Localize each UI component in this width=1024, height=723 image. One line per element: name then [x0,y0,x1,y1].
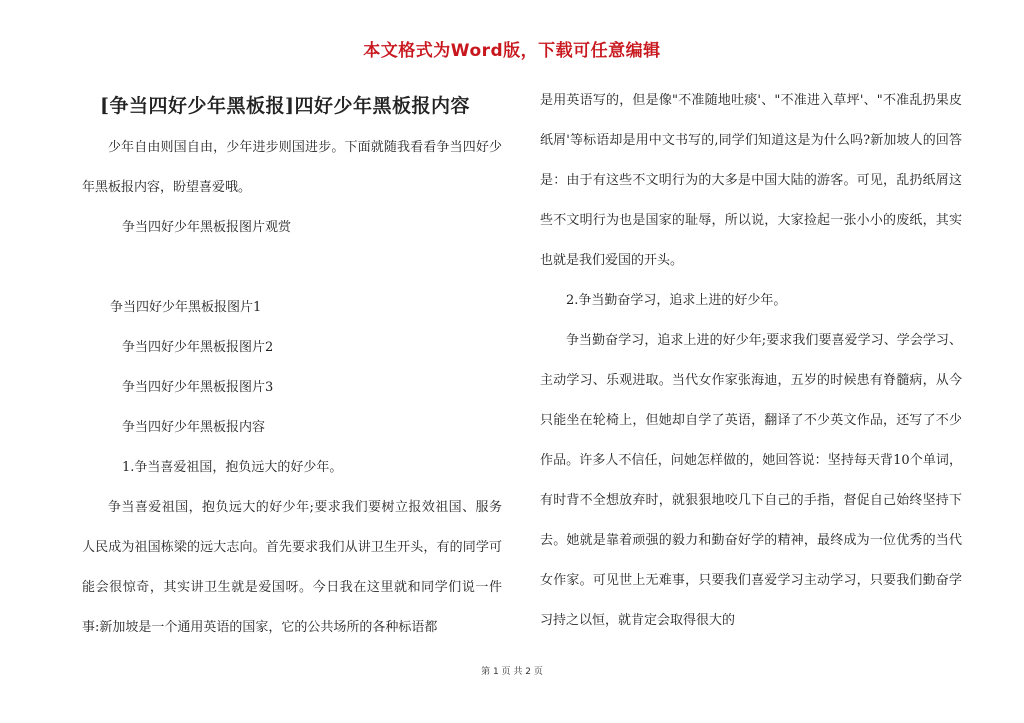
image-caption-3: 争当四好少年黑板报图片3 [122,380,274,395]
image-caption-1: 争当四好少年黑板报图片1 [110,300,262,315]
section1-continued: 是用英语写的，但是像"不准随地吐痰'、"不准进入草坪'、"不准乱扔果皮纸屑'等标语却是用中文书写的,同学们知道这是为什么吗?新加坡人的回答是：由于有这些不文明行为的大多是中国大陆的游客。可见，乱扔纸屑这些不文明行为也是国家的耻辱，所以说，大家捡起一张小小的废纸，其实也就是我们爱国的开头。 [540,93,962,268]
section2-heading: 2.争当勤奋学习，追求上进的好少年。 [566,293,787,308]
section1-body: 争当喜爱祖国，抱负远大的好少年;要求我们要树立报效祖国、服务人民成为祖国栋梁的远大志向。首先要求我们从讲卫生开头，有的同学可能会很惊奇，其实讲卫生就是爱国呀。今日我在这里就和同学们说一件事:新加坡是一个通用英语的国家，它的公共场所的各种标语都 [82,500,502,635]
gallery-heading: 争当四好少年黑板报图片观赏 [122,220,292,235]
image-caption-2: 争当四好少年黑板报图片2 [122,340,274,355]
page-number-footer: 第 1 页 共 2 页 [481,667,543,677]
word-format-banner: 本文格式为Word版，下载可任意编辑 [363,41,661,61]
section1-heading: 1.争当喜爱祖国，抱负远大的好少年。 [122,460,343,475]
content-heading: 争当四好少年黑板报内容 [122,420,266,435]
document-title: [争当四好少年黑板报]四好少年黑板报内容 [100,95,470,117]
right-column [540,81,962,641]
image-placeholder [82,248,502,288]
section2-body: 争当勤奋学习，追求上进的好少年;要求我们要喜爱学习、学会学习、主动学习、乐观进取。当代女作家张海迪，五岁的时候患有脊髓病，从今只能坐在轮椅上，但她却自学了英语，翻译了不少英文作品，还写了不少作品。许多人不信任，问她怎样做的，她回答说：坚持每天背10个单词，有时背不全想放弃时，就狠狠地咬几下自己的手指，督促自己始终坚持下去。她就是靠着顽强的毅力和勤奋好学的精神，最终成为一位优秀的当代女作家。可见世上无难事，只要我们喜爱学习主动学习，只要我们勤奋学习持之以恒，就肯定会取得很大的 [540,333,962,628]
left-column [82,128,502,648]
intro-paragraph: 少年自由则国自由，少年进步则国进步。下面就随我看看争当四好少年黑板报内容，盼望喜爱哦。 [82,140,502,195]
